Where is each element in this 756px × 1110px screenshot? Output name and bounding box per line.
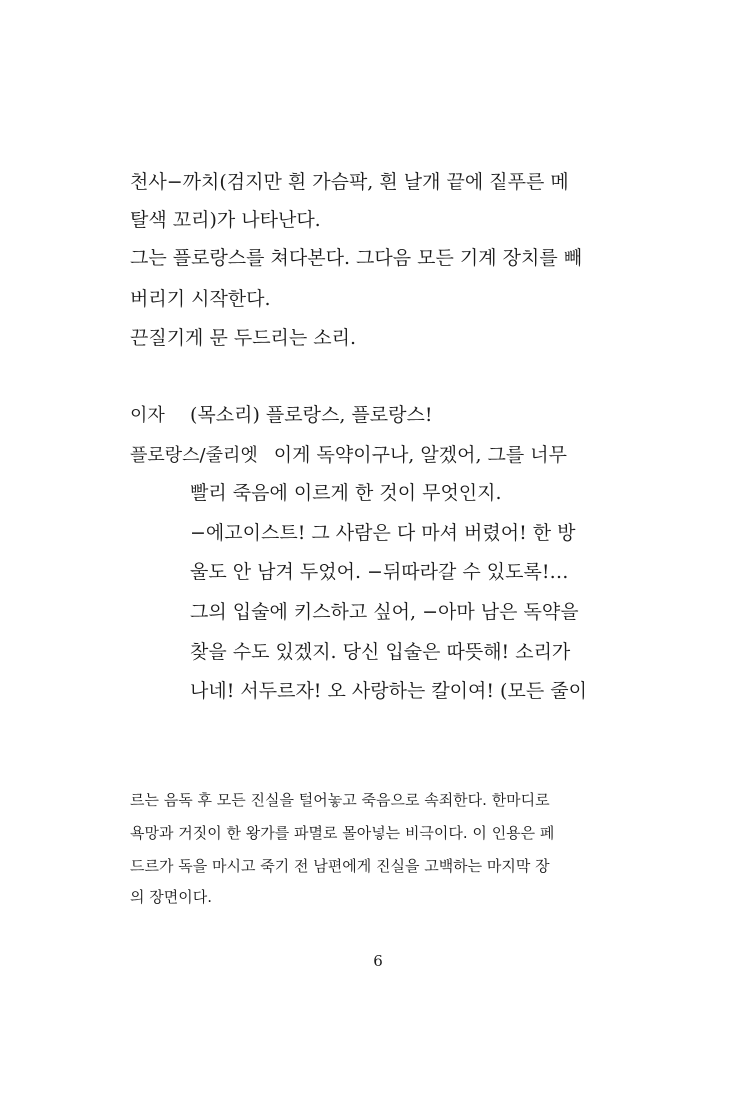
dialogue-continuation-line: 빨리 죽음에 이르게 한 것이 무엇인지. xyxy=(190,482,502,504)
dialogue-continuation-line: 울도 안 남겨 두었어. −뒤따라갈 수 있도록!… xyxy=(190,561,569,583)
speaker-name: 플로랑스/줄리엣 xyxy=(130,445,258,466)
dialogue-continuation-line: 찾을 수도 있겠지. 당신 입술은 따뜻해! 소리가 xyxy=(190,641,571,663)
speaker-name: 이자 xyxy=(130,405,165,426)
stage-direction-line: 탈색 꼬리)가 나타난다. xyxy=(130,209,321,231)
stage-direction-line: 버리기 시작한다. xyxy=(130,288,271,310)
dialogue-line xyxy=(130,443,567,468)
dialogue-continuation-line: −에고이스트! 그 사람은 다 마셔 버렸어! 한 방 xyxy=(190,522,576,544)
dialogue-text: 이게 독약이구나, 알겠어, 그를 너무 xyxy=(273,444,567,466)
dialogue-continuation-line: 그의 입술에 키스하고 싶어, −아마 남은 독약을 xyxy=(190,601,579,623)
dialogue-line xyxy=(130,403,432,428)
footnote-line: 르는 음독 후 모든 진실을 털어놓고 죽음으로 속죄한다. 한마디로 xyxy=(130,791,550,809)
footnote-line: 욕망과 거짓이 한 왕가를 파멸로 몰아넣는 비극이다. 이 인용은 페 xyxy=(130,824,555,842)
dialogue-continuation-line: 나네! 서두르자! 오 사랑하는 칼이여! (모든 줄이 xyxy=(190,680,587,702)
stage-direction-line: 천사−까치(검지만 흰 가슴팍, 흰 날개 끝에 짙푸른 메 xyxy=(130,171,569,193)
stage-direction-line: 끈질기게 문 두드리는 소리. xyxy=(130,327,357,349)
page-number: 6 xyxy=(373,952,383,970)
footnote-line: 드르가 독을 마시고 죽기 전 남편에게 진실을 고백하는 마지막 장 xyxy=(130,857,550,875)
dialogue-text: (목소리) 플로랑스, 플로랑스! xyxy=(190,404,433,426)
stage-direction-line: 그는 플로랑스를 쳐다본다. 그다음 모든 기계 장치를 빼 xyxy=(130,247,583,269)
footnote-line: 의 장면이다. xyxy=(130,888,212,906)
